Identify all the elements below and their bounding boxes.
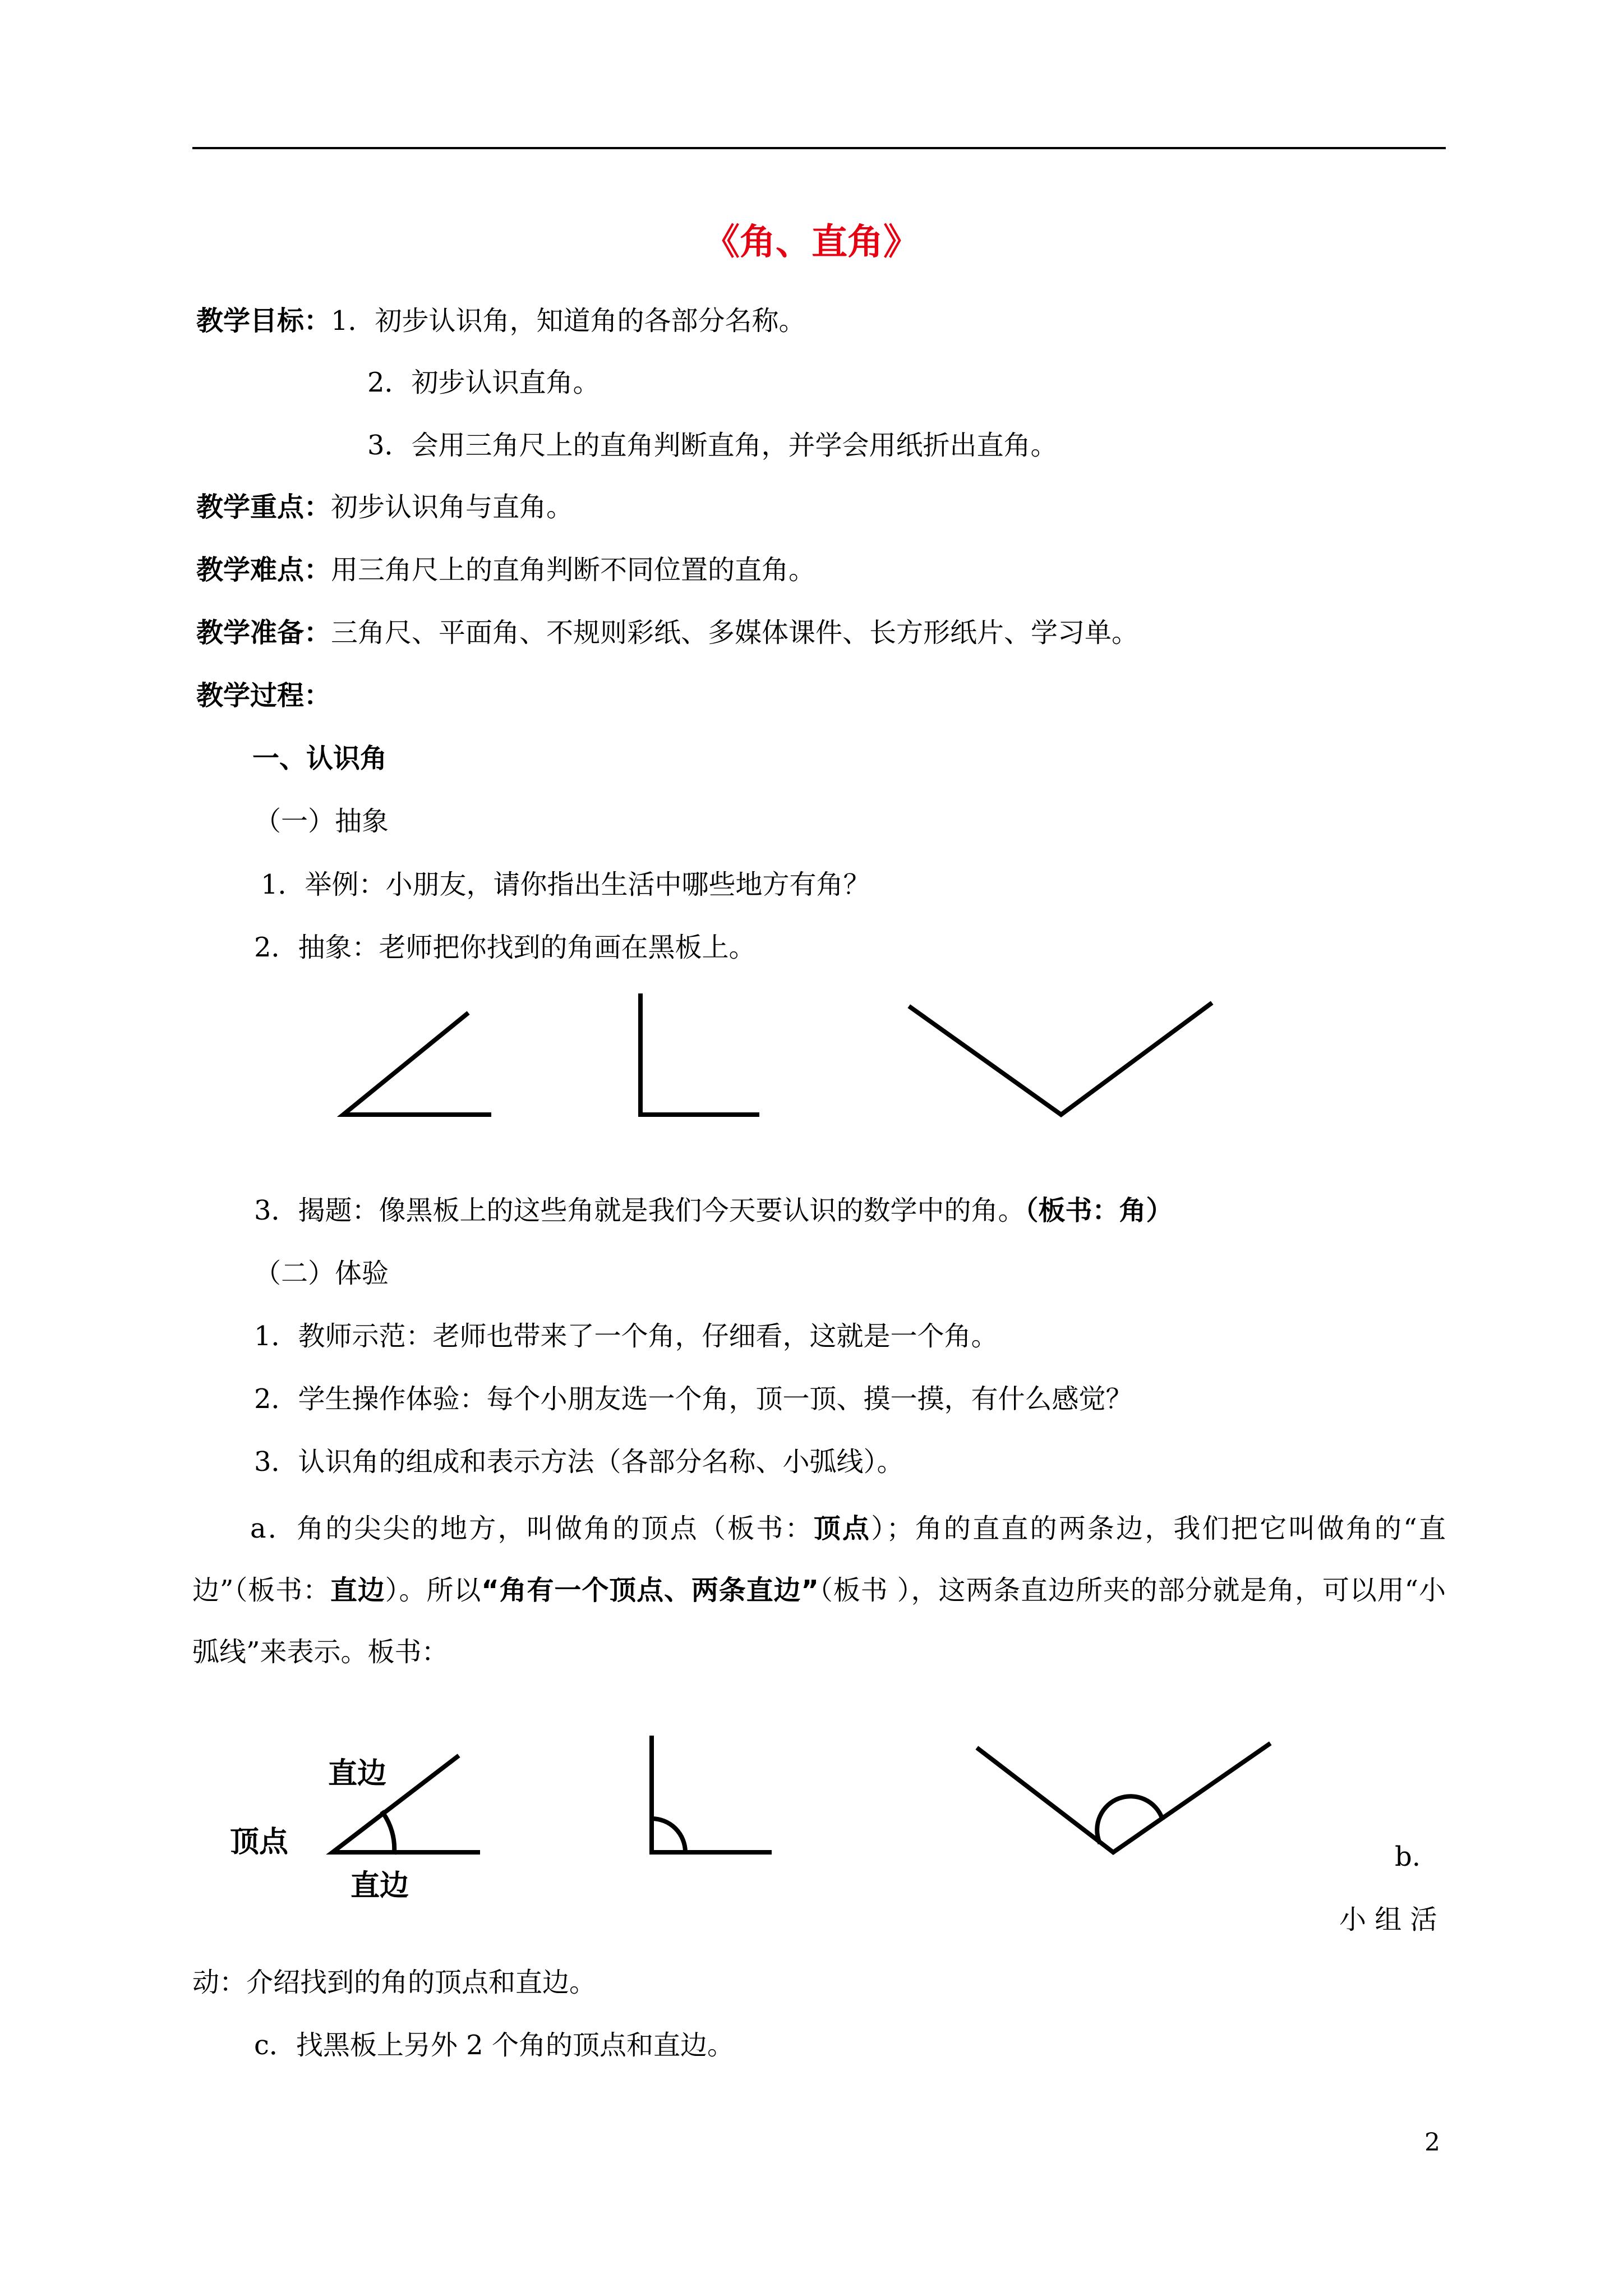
para-a-text-4: （板书 ），这两条直边所夹的部分就是角，可以用“小弧线”来表示。板书： [192,1575,1446,1668]
para-b-line-3: 动：介绍找到的角的顶点和直边。 [192,1967,597,1998]
section1-heading: 一、认识角 [252,743,388,774]
part1-item-3-text: 3．揭题：像黑板上的这些角就是我们今天要认识的数学中的角。 [254,1195,1025,1226]
para-a-bold-summary: “角有一个顶点、两条直边” [481,1575,819,1606]
part2-item-1: 1．教师示范：老师也带来了一个角，仔细看，这就是一个角。 [254,1320,998,1352]
key-point-label: 教学重点： [196,491,331,523]
key-point-text: 初步认识角与直角。 [331,491,574,523]
para-b-marker: b. [1395,1841,1421,1872]
para-a-text-1: a．角的尖尖的地方，叫做角的顶点（板书： [250,1513,814,1544]
preparation-label: 教学准备： [196,617,331,648]
paragraph-c: c．找黑板上另外 2 个角的顶点和直边。 [254,2030,734,2061]
para-a-bold-side: 直边 [330,1575,385,1606]
part1-item-3-note: （板书：角） [1025,1195,1173,1226]
process-label: 教学过程： [196,680,331,711]
label-vertex: 顶点 [230,1825,289,1859]
marked-right-angle [652,1738,769,1852]
acute-angle-arc [383,1813,394,1852]
part2-heading: （二）体验 [254,1258,389,1289]
para-a-text-3: ）。所以 [385,1575,482,1606]
para-a-text-2: ）；角的直直的两条边，我们把它叫做角的“直边”（板书： [192,1513,1446,1606]
page-title: 《角、直角》 [704,222,919,263]
difficulty-label: 教学难点： [196,554,331,586]
objectives-label: 教学目标： [196,305,331,337]
objective-item-2: 2．初步认识直角。 [367,367,600,398]
label-side-top: 直边 [328,1757,387,1791]
para-a-bold-vertex: 顶点 [813,1513,872,1544]
label-side-bottom: 直边 [351,1869,409,1903]
right-angle-arc [652,1819,685,1852]
page-number: 2 [1424,2128,1440,2157]
objective-item-1: 1．初步认识角，知道角的各部分名称。 [331,305,806,337]
part2-item-2: 2．学生操作体验：每个小朋友选一个角，顶一顶、摸一摸，有什么感觉？ [254,1383,1133,1415]
part1-item-2: 2．抽象：老师把你找到的角画在黑板上。 [254,932,756,963]
para-b-line-2: 小 组 活 [1339,1904,1437,1935]
part2-item-3: 3．认识角的组成和表示方法（各部分名称、小弧线）。 [254,1446,904,1478]
part1-item-1: 1．举例：小朋友，请你指出生活中哪些地方有角？ [261,869,870,900]
difficulty-text: 用三角尺上的直角判断不同位置的直角。 [331,554,816,586]
part1-heading: （一）抽象 [254,806,389,837]
objective-item-3: 3．会用三角尺上的直角判断直角，并学会用纸折出直角。 [367,430,1058,461]
preparation-text: 三角尺、平面角、不规则彩纸、多媒体课件、长方形纸片、学习单。 [331,617,1139,648]
obtuse-angle-arc [1097,1796,1162,1842]
